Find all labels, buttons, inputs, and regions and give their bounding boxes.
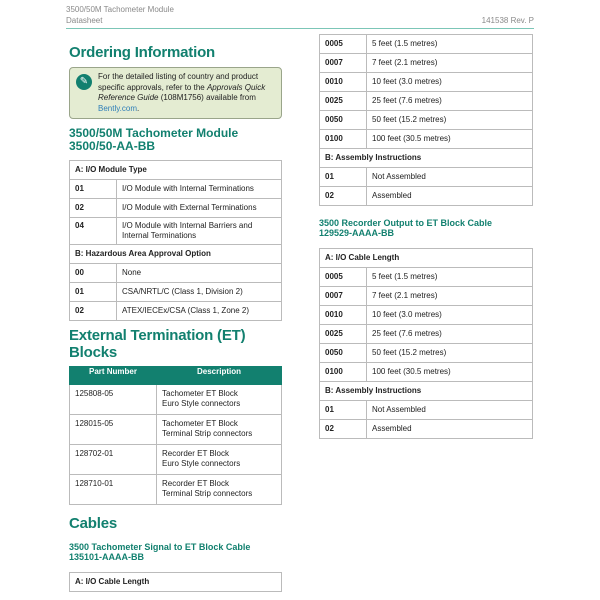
option-code: 0005 bbox=[320, 268, 367, 287]
table-row bbox=[320, 92, 533, 111]
option-code: 0025 bbox=[320, 92, 367, 111]
cable1-code: 135101-AAAA-BB bbox=[69, 552, 145, 562]
part-number: 128710-01 bbox=[70, 475, 157, 505]
option-description: Assembled bbox=[367, 187, 533, 206]
table-row bbox=[320, 111, 533, 130]
et-row bbox=[70, 385, 282, 415]
cable2-table bbox=[319, 248, 533, 439]
cables-heading: Cables bbox=[69, 515, 117, 532]
option-code: 0010 bbox=[320, 73, 367, 92]
table-row bbox=[320, 344, 533, 363]
option-code: 01 bbox=[320, 168, 367, 187]
page-header-subtitle: Datasheet bbox=[66, 16, 103, 25]
cable1-section-a: A: I/O Cable Length bbox=[70, 573, 282, 592]
cable2-section-a: A: I/O Cable Length bbox=[320, 249, 533, 268]
option-description: I/O Module with External Terminations bbox=[117, 199, 282, 218]
option-code: 0007 bbox=[320, 287, 367, 306]
table-row bbox=[320, 54, 533, 73]
option-description: I/O Module with Internal Barriers and Internal Terminations bbox=[117, 218, 282, 245]
table-row bbox=[320, 73, 533, 92]
left-column bbox=[69, 44, 282, 592]
option-description: 5 feet (1.5 metres) bbox=[367, 35, 533, 54]
col-part-number: Part Number bbox=[70, 367, 157, 385]
table-row bbox=[320, 168, 533, 187]
option-description: 7 feet (2.1 metres) bbox=[367, 54, 533, 73]
table-row bbox=[70, 302, 282, 321]
table-row bbox=[70, 180, 282, 199]
option-code: 0025 bbox=[320, 325, 367, 344]
bently-link[interactable]: Bently.com bbox=[98, 103, 137, 113]
table-row bbox=[320, 363, 533, 382]
section-a-header: A: I/O Module Type bbox=[70, 161, 282, 180]
page-header-title: 3500/50M Tachometer Module bbox=[66, 5, 174, 14]
table-row bbox=[70, 283, 282, 302]
header-rule bbox=[66, 28, 534, 29]
option-description: Assembled bbox=[367, 420, 533, 439]
cable2-code: 129529-AAAA-BB bbox=[319, 228, 395, 238]
et-blocks-heading: External Termination (ET) Blocks bbox=[69, 327, 246, 361]
table-row bbox=[320, 268, 533, 287]
note-text: For the detailed listing of country and product specific approvals, refer to the bbox=[98, 72, 259, 92]
note-text-3: . bbox=[136, 103, 140, 113]
option-code: 01 bbox=[70, 180, 117, 199]
option-description: 10 feet (3.0 metres) bbox=[367, 73, 533, 92]
et-blocks-table bbox=[69, 366, 282, 505]
module-order-table bbox=[69, 160, 282, 321]
option-description: Not Assembled bbox=[367, 168, 533, 187]
pencil-icon: ✎ bbox=[76, 74, 92, 90]
table-row bbox=[320, 287, 533, 306]
part-description: Tachometer ET Block Euro Style connectors bbox=[157, 385, 282, 415]
option-code: 02 bbox=[320, 187, 367, 206]
et-row bbox=[70, 475, 282, 505]
module-order-code: 3500/50-AA-BB bbox=[69, 139, 156, 153]
option-code: 0007 bbox=[320, 54, 367, 73]
option-description: 10 feet (3.0 metres) bbox=[367, 306, 533, 325]
option-description: 50 feet (15.2 metres) bbox=[367, 111, 533, 130]
cable1-table-a-start bbox=[69, 572, 282, 592]
option-description: None bbox=[117, 264, 282, 283]
col-description: Description bbox=[157, 367, 282, 385]
option-code: 0050 bbox=[320, 344, 367, 363]
table-row bbox=[70, 199, 282, 218]
option-code: 0005 bbox=[320, 35, 367, 54]
option-description: 25 feet (7.6 metres) bbox=[367, 325, 533, 344]
option-description: 5 feet (1.5 metres) bbox=[367, 268, 533, 287]
option-description: 50 feet (15.2 metres) bbox=[367, 344, 533, 363]
cable1-table-cont bbox=[319, 34, 533, 206]
option-description: CSA/NRTL/C (Class 1, Division 2) bbox=[117, 283, 282, 302]
et-row bbox=[70, 415, 282, 445]
option-code: 0010 bbox=[320, 306, 367, 325]
part-description: Recorder ET Block Euro Style connectors bbox=[157, 445, 282, 475]
part-description: Recorder ET Block Terminal Strip connectors bbox=[157, 475, 282, 505]
part-description: Tachometer ET Block Terminal Strip connectors bbox=[157, 415, 282, 445]
option-code: 00 bbox=[70, 264, 117, 283]
et-row bbox=[70, 445, 282, 475]
approvals-note bbox=[69, 67, 282, 119]
note-guide-title: Approvals Quick Reference Guide bbox=[98, 82, 266, 102]
option-description: Not Assembled bbox=[367, 401, 533, 420]
section-b-header: B: Hazardous Area Approval Option bbox=[70, 245, 282, 264]
table-row bbox=[320, 306, 533, 325]
option-description: 25 feet (7.6 metres) bbox=[367, 92, 533, 111]
table-row bbox=[320, 187, 533, 206]
right-column bbox=[319, 34, 533, 439]
table-row bbox=[320, 420, 533, 439]
doc-number: 141538 Rev. P bbox=[481, 16, 534, 25]
table-row bbox=[320, 130, 533, 149]
option-code: 02 bbox=[70, 302, 117, 321]
option-description: 7 feet (2.1 metres) bbox=[367, 287, 533, 306]
cable2-title: 3500 Recorder Output to ET Block Cable bbox=[319, 218, 493, 228]
part-number: 125808-05 bbox=[70, 385, 157, 415]
option-code: 0050 bbox=[320, 111, 367, 130]
option-code: 01 bbox=[70, 283, 117, 302]
table-row bbox=[320, 401, 533, 420]
option-code: 01 bbox=[320, 401, 367, 420]
option-description: 100 feet (30.5 metres) bbox=[367, 363, 533, 382]
table-row bbox=[70, 218, 282, 245]
option-description: ATEX/IECEx/CSA (Class 1, Zone 2) bbox=[117, 302, 282, 321]
ordering-heading: Ordering Information bbox=[69, 44, 216, 61]
option-code: 02 bbox=[320, 420, 367, 439]
cable2-section-b: B: Assembly Instructions bbox=[320, 382, 533, 401]
table-row bbox=[320, 35, 533, 54]
option-code: 0100 bbox=[320, 363, 367, 382]
option-code: 04 bbox=[70, 218, 117, 245]
option-description: I/O Module with Internal Terminations bbox=[117, 180, 282, 199]
option-code: 0100 bbox=[320, 130, 367, 149]
module-heading: 3500/50M Tachometer Module bbox=[69, 126, 239, 140]
part-number: 128015-05 bbox=[70, 415, 157, 445]
option-description: 100 feet (30.5 metres) bbox=[367, 130, 533, 149]
cable1-title: 3500 Tachometer Signal to ET Block Cable bbox=[69, 542, 251, 552]
part-number: 128702-01 bbox=[70, 445, 157, 475]
table-row bbox=[70, 264, 282, 283]
cable1-section-b: B: Assembly Instructions bbox=[320, 149, 533, 168]
note-text-2: (108M1756) available from bbox=[158, 93, 256, 102]
table-row bbox=[320, 325, 533, 344]
option-code: 02 bbox=[70, 199, 117, 218]
